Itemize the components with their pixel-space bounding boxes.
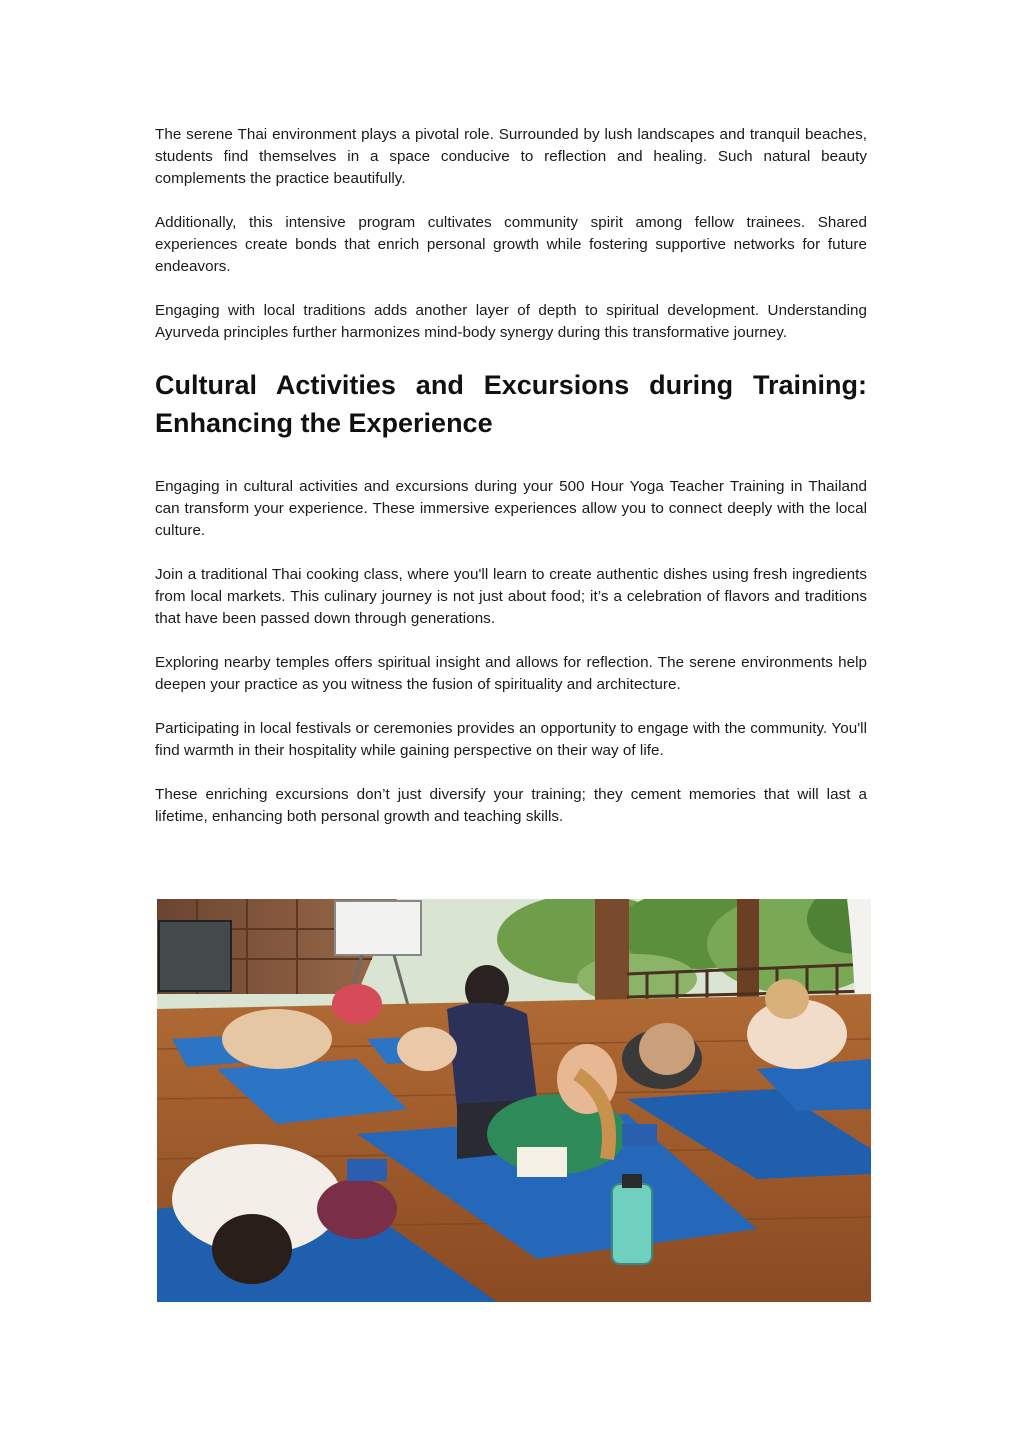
paragraph-cooking-class: Join a traditional Thai cooking class, where you'll learn to create authentic dishes using fresh ingredients from local markets. This culinary journey is not just about food; it’s a celebration of flavors and traditions that have been passed down through generations. xyxy=(155,566,867,627)
paragraph-environment: The serene Thai environment plays a pivotal role. Surrounded by lush landscapes and tranquil beaches, students find themselves in a space conducive to reflection and healing. Such natural beauty complements the practice beautifully. xyxy=(155,126,867,187)
photo-illustration xyxy=(157,899,871,1302)
paragraph-traditions: Engaging with local traditions adds another layer of depth to spiritual development. Understanding Ayurveda principles further harmonizes mind-body synergy during this transformative journey. xyxy=(155,302,867,341)
paragraph-festivals: Participating in local festivals or ceremonies provides an opportunity to engage with the community. You'll find warmth in their hospitality while gaining perspective on their way of life. xyxy=(155,720,867,759)
student-figure xyxy=(317,1179,397,1239)
tv-screen xyxy=(159,921,231,991)
pillow xyxy=(517,1147,567,1177)
student-hair xyxy=(212,1214,292,1284)
student-figure xyxy=(397,1027,457,1071)
paragraph-cultural-intro: Engaging in cultural activities and excursions during your 500 Hour Yoga Teacher Training in Thailand can transform your experience. These immersive experiences allow you to connect deeply with the local culture. xyxy=(155,478,867,539)
yoga-block xyxy=(347,1159,387,1181)
instructor-shirt xyxy=(447,1003,537,1109)
student-figure xyxy=(639,1023,695,1075)
student-figure xyxy=(222,1009,332,1069)
paragraph-temples: Exploring nearby temples offers spiritual insight and allows for reflection. The serene environments help deepen your practice as you witness the fusion of spirituality and architecture. xyxy=(155,654,867,693)
student-figure xyxy=(332,984,382,1024)
student-figure xyxy=(765,979,809,1019)
paragraph-excursions-summary: These enriching excursions don’t just diversify your training; they cement memories that will last a lifetime, enhancing both personal growth and teaching skills. xyxy=(155,786,867,825)
article-body xyxy=(155,124,867,850)
yoga-class-photo xyxy=(157,899,871,1302)
whiteboard xyxy=(335,901,421,955)
water-bottle xyxy=(612,1184,652,1264)
yoga-block xyxy=(622,1124,657,1146)
water-bottle-cap xyxy=(622,1174,642,1188)
paragraph-community: Additionally, this intensive program cultivates community spirit among fellow trainees. Shared experiences create bonds that enrich personal growth while fostering supportive networks for future endeavors. xyxy=(155,214,867,275)
section-heading: Cultural Activities and Excursions during Training: Enhancing the Experience xyxy=(155,370,867,438)
